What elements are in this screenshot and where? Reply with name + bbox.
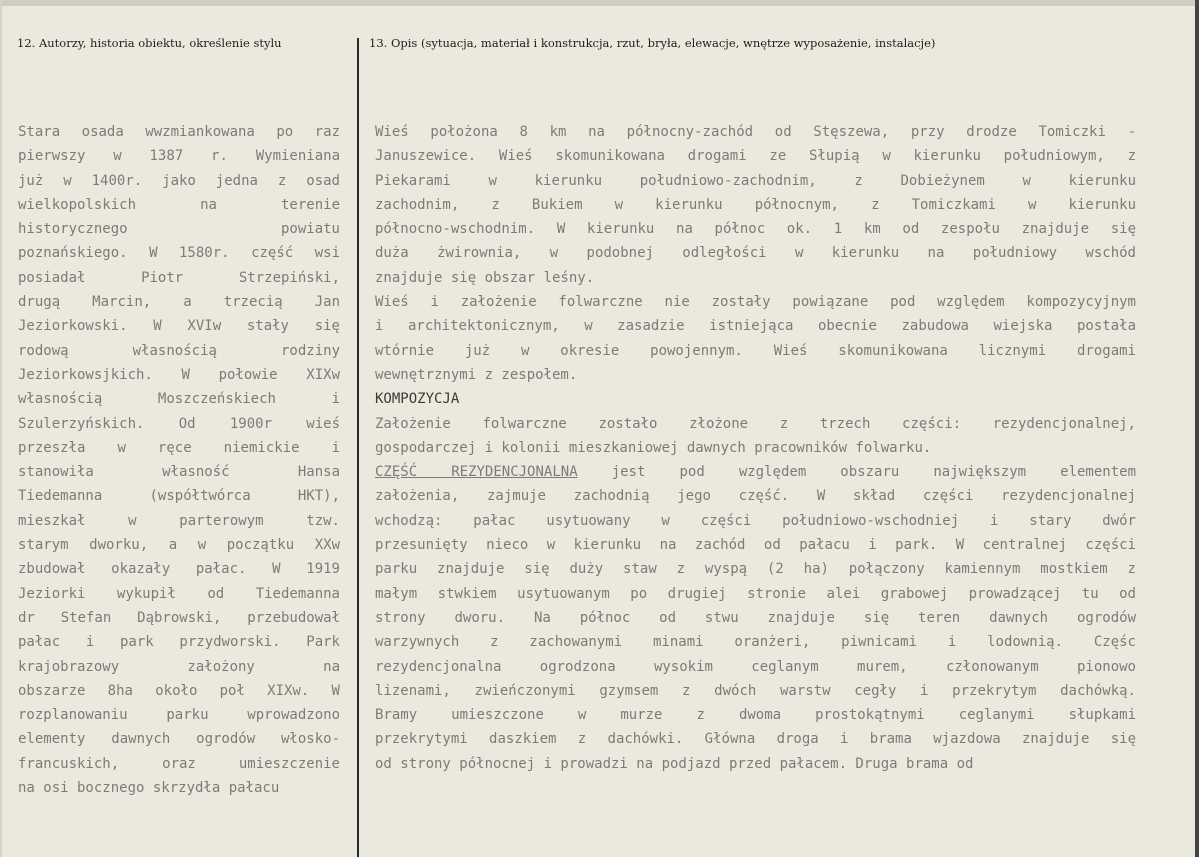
history-text-line: rodową własnością rodziny: [18, 342, 340, 359]
page-left-edge: [0, 0, 2, 857]
history-text-line: francuskich, oraz umieszczenie: [18, 755, 340, 772]
history-text-line: Stara osada wwzmiankowana po raz: [18, 124, 340, 140]
history-text-line: posiadał Piotr Strzepiński,: [18, 269, 340, 286]
history-text-line: elementy dawnych ogrodów włosko-: [18, 731, 340, 748]
description-column: [375, 120, 1136, 776]
description-text-line: zachodnim, z Bukiem w kierunku północnym, z Tomiczkami w kierunku: [375, 196, 1136, 213]
history-text-line: Jeziorkowsjkich. W połowie XIXw: [18, 366, 340, 383]
description-text-line: znajduje się obszar leśny.: [375, 269, 595, 286]
history-text-line: historycznego powiatu: [18, 221, 340, 238]
page-top-edge: [0, 0, 1199, 6]
history-text-line: obszarze 8ha około poł XIXw. W: [18, 682, 340, 699]
description-text-line: lizenami, zwieńczonymi gzymsem z dwóch warstw cegły i przekrytym dachówką.: [375, 682, 1136, 699]
history-text-line: drugą Marcin, a trzecią Jan: [18, 294, 340, 311]
description-text-line: strony dworu. Na północ od stwu znajduje się teren dawnych ogrodów: [375, 609, 1136, 626]
history-text-line: stanowiła własność Hansa: [18, 464, 340, 481]
page-right-edge: [1195, 0, 1199, 857]
description-text-line: Januszewice. Wieś skomunikowana drogami ze Słupią w kierunku południowym, z: [375, 148, 1136, 165]
history-text-line: rozplanowaniu parku wprowadzono: [18, 707, 340, 724]
history-text-line: przeszła w ręce niemickie i: [18, 439, 340, 456]
description-text-line: wewnętrznymi z zespołem.: [375, 366, 578, 383]
history-text-line: starym dworku, a w początku XXw: [18, 537, 340, 554]
description-text-line: Wieś i założenie folwarczne nie zostały powiązane pod względem kompozycyjnym: [375, 294, 1136, 311]
history-column: [18, 120, 340, 800]
description-text-line: Założenie folwarczne zostało złożone z trzech części: rezydencjonalnej,: [375, 415, 1136, 432]
description-text-line: [375, 460, 1136, 484]
description-text-line: wtórnie już w okresie powojennym. Wieś skomunikowana licznymi drogami: [375, 342, 1136, 359]
description-text-line: przesunięty nieco w kierunku na zachód od pałacu i park. W centralnej części: [375, 537, 1136, 554]
history-text-line: mieszkał w parterowym tzw.: [18, 512, 340, 529]
description-text-line: Piekarami w kierunku południowo-zachodnim, z Dobieżynem w kierunku: [375, 172, 1136, 189]
composition-heading: KOMPOZYCJA: [375, 391, 460, 408]
history-text-line: pierwszy w 1387 r. Wymieniana: [18, 148, 340, 165]
description-text-line: przekrytymi daszkiem z dachówki. Główna droga i brama wjazdowa znajduje się: [375, 731, 1136, 748]
history-text-line: Szulerzyńskich. Od 1900r wieś: [18, 415, 340, 432]
history-text-line: poznańskiego. W 1580r. część wsi: [18, 245, 340, 262]
column-divider: [357, 38, 359, 857]
description-text-line: północno-wschodnim. W kierunku na północ ok. 1 km od zespołu znajduje się: [375, 221, 1136, 238]
history-text-line: Tiedemanna (współtwórca HKT),: [18, 488, 340, 505]
description-text-line: rezydencjonalna ogrodzona wysokim ceglanym murem, członowanym pionowo: [375, 658, 1136, 675]
description-text-line: od strony północnej i prowadzi na podjazd przed pałacem. Druga brama od: [375, 755, 974, 772]
description-text-line: Bramy umieszczone w murze z dwoma prostokątnymi ceglanymi słupkami: [375, 707, 1136, 724]
description-text-line: małym stwkiem usytuowanym po drugiej stronie alei grabowej prowadzącej tu od: [375, 585, 1136, 602]
description-text-line: wchodzą: pałac usytuowany w części południowo-wschodniej i stary dwór: [375, 512, 1136, 529]
history-text-line: krajobrazowy założony na: [18, 658, 340, 675]
description-text-line: i architektonicznym, w zasadzie istniejąca obecnie zabudowa wiejska postała: [375, 318, 1136, 335]
description-text-line: Wieś położona 8 km na północny-zachód od Stęszewa, przy drodze Tomiczki -: [375, 124, 1136, 140]
description-text-line: duża żwirownia, w podobnej odległości w kierunku na południowy wschód: [375, 245, 1136, 262]
history-text-line: dr Stefan Dąbrowski, przebudował: [18, 609, 340, 626]
history-text-line: Jeziorkowski. W XVIw stały się: [18, 318, 340, 335]
history-text-line: wielkopolskich na terenie: [18, 196, 340, 213]
residential-part-label: CZĘŚĆ REZYDENCJONALNA: [375, 464, 578, 481]
history-text-line: Jeziorki wykupił od Tiedemanna: [18, 585, 340, 602]
description-text-fragment: jest pod względem obszaru największym elementem: [577, 464, 1136, 481]
history-text-line: pałac i park przydworski. Park: [18, 634, 340, 651]
section-13-header: 13. Opis (sytuacja, materiał i konstrukcja, rzut, bryła, elewacje, wnętrze wyposażenie, instalacje): [369, 36, 936, 50]
history-text-line: własnością Moszczeńskiech i: [18, 391, 340, 408]
section-12-header: 12. Autorzy, historia obiektu, określenie stylu: [17, 36, 282, 50]
description-text-line: założenia, zajmuje zachodnią jego część. W skład części rezydencjonalnej: [375, 488, 1136, 505]
history-text-line: na osi bocznego skrzydła pałacu: [18, 780, 280, 797]
description-text-line: parku znajduje się duży staw z wyspą (2 ha) połączony kamiennym mostkiem z: [375, 561, 1136, 578]
history-text-line: zbudował okazały pałac. W 1919: [18, 561, 340, 578]
description-text-line: warzywnych z zachowanymi minami oranżeri, piwnicami i lodownią. Częśc: [375, 634, 1136, 651]
description-text-line: gospodarczej i kolonii mieszkaniowej dawnych pracowników folwarku.: [375, 439, 932, 456]
history-text-line: już w 1400r. jako jedna z osad: [18, 172, 340, 189]
